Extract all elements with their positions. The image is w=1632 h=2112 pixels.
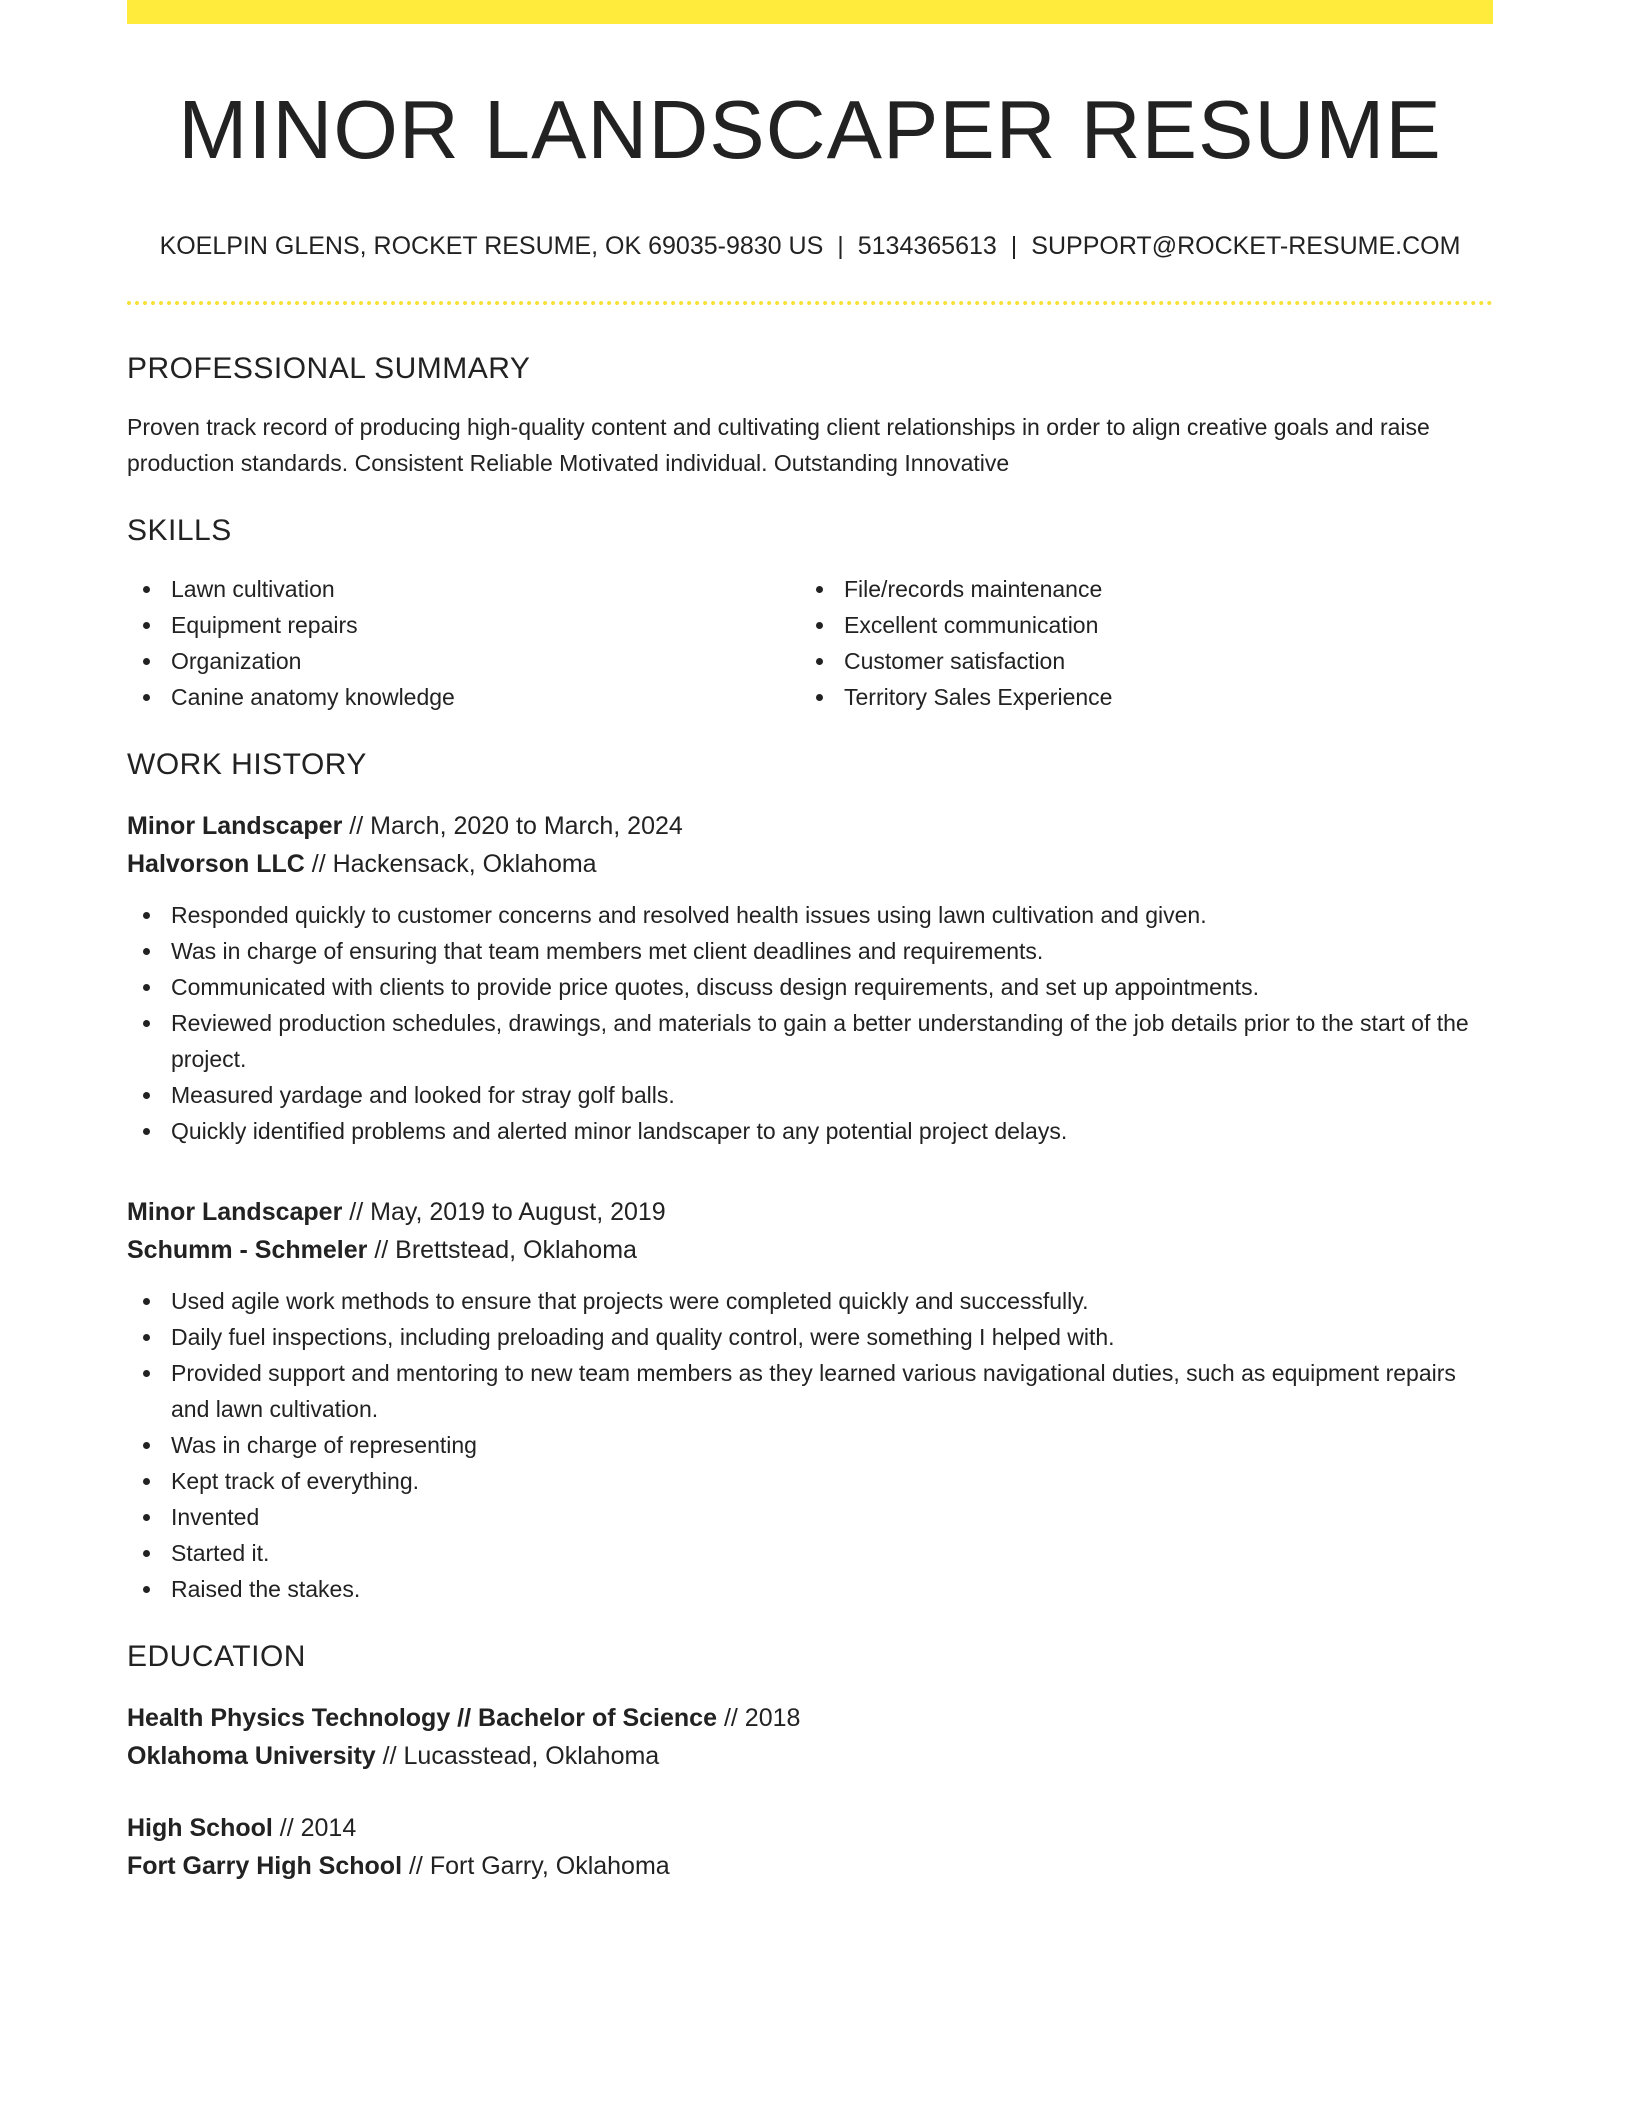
education-year: // 2018 bbox=[723, 1704, 801, 1733]
skill-item: Territory Sales Experience bbox=[800, 679, 1473, 715]
job-duty: Responded quickly to customer concerns and resolved health issues using lawn cultivation and given. bbox=[127, 897, 1493, 933]
job-location: // Hackensack, Oklahoma bbox=[311, 850, 597, 879]
contact-separator: | bbox=[1010, 232, 1018, 261]
job-duty: Provided support and mentoring to new team members as they learned various navigational duties, such as equipment repairs and lawn cultivation. bbox=[127, 1355, 1493, 1427]
education-school-line bbox=[127, 1847, 1493, 1885]
job-duty: Invented bbox=[127, 1499, 1493, 1535]
skill-item: Equipment repairs bbox=[127, 607, 800, 643]
dotted-divider bbox=[127, 301, 1493, 305]
work-history-heading: WORK HISTORY bbox=[127, 748, 367, 782]
job-duty: Measured yardage and looked for stray golf balls. bbox=[127, 1077, 1493, 1113]
job-company: Schumm - Schmeler bbox=[127, 1236, 368, 1265]
job-dates: // March, 2020 to March, 2024 bbox=[349, 812, 683, 841]
accent-bar bbox=[127, 0, 1493, 24]
job-duty: Raised the stakes. bbox=[127, 1571, 1493, 1607]
skill-item: Customer satisfaction bbox=[800, 643, 1473, 679]
skill-item: Canine anatomy knowledge bbox=[127, 679, 800, 715]
job-duty: Was in charge of representing bbox=[127, 1427, 1493, 1463]
education-entry bbox=[127, 1699, 1493, 1775]
job-duty: Communicated with clients to provide price quotes, discuss design requirements, and set up appointments. bbox=[127, 969, 1493, 1005]
job-title-line bbox=[127, 1193, 1493, 1231]
contact-phone: 5134365613 bbox=[857, 232, 997, 261]
job-entry bbox=[127, 1193, 1493, 1607]
education-entry bbox=[127, 1809, 1493, 1885]
skills-list bbox=[127, 571, 1493, 715]
job-duty: Kept track of everything. bbox=[127, 1463, 1493, 1499]
education-year: // 2014 bbox=[279, 1814, 357, 1843]
resume-page bbox=[127, 0, 1493, 1885]
job-duty: Quickly identified problems and alerted minor landscaper to any potential project delays. bbox=[127, 1113, 1493, 1149]
education-degree: High School bbox=[127, 1814, 273, 1843]
contact-separator: | bbox=[837, 232, 844, 261]
education-degree-line bbox=[127, 1809, 1493, 1847]
job-company-line bbox=[127, 1231, 1493, 1269]
skills-heading: SKILLS bbox=[127, 514, 232, 548]
education-location: // Lucasstead, Oklahoma bbox=[382, 1742, 660, 1771]
job-company: Halvorson LLC bbox=[127, 850, 305, 879]
skill-item: Lawn cultivation bbox=[127, 571, 800, 607]
job-duty: Was in charge of ensuring that team members met client deadlines and requirements. bbox=[127, 933, 1493, 969]
job-title-line bbox=[127, 807, 1493, 845]
education-location: // Fort Garry, Oklahoma bbox=[408, 1852, 670, 1881]
skill-item: Organization bbox=[127, 643, 800, 679]
job-duty: Daily fuel inspections, including preloading and quality control, were something I helped with. bbox=[127, 1319, 1493, 1355]
education-degree: Health Physics Technology // Bachelor of Science bbox=[127, 1704, 717, 1733]
job-duties-list bbox=[127, 1283, 1493, 1607]
job-duty: Started it. bbox=[127, 1535, 1493, 1571]
skill-item: Excellent communication bbox=[800, 607, 1473, 643]
job-company-line bbox=[127, 845, 1493, 883]
job-entry bbox=[127, 807, 1493, 1149]
job-duty: Reviewed production schedules, drawings, and materials to gain a better understanding of the job details prior to the start of the project. bbox=[127, 1005, 1493, 1077]
skills-column-left bbox=[127, 571, 800, 715]
education-school: Oklahoma University bbox=[127, 1742, 376, 1771]
resume-title: MINOR LANDSCAPER RESUME bbox=[178, 83, 1442, 176]
job-title: Minor Landscaper bbox=[127, 812, 343, 841]
summary-heading: PROFESSIONAL SUMMARY bbox=[127, 352, 531, 386]
education-heading: EDUCATION bbox=[127, 1640, 306, 1674]
education-degree-line bbox=[127, 1699, 1493, 1737]
job-dates: // May, 2019 to August, 2019 bbox=[349, 1198, 666, 1227]
skills-column-right bbox=[800, 571, 1473, 715]
contact-address: KOELPIN GLENS, ROCKET RESUME, OK 69035-9830 US bbox=[159, 232, 824, 261]
contact-email: SUPPORT@ROCKET-RESUME.COM bbox=[1031, 232, 1461, 261]
job-location: // Brettstead, Oklahoma bbox=[374, 1236, 637, 1265]
summary-text: Proven track record of producing high-quality content and cultivating client relationships in order to align creative goals and raise production standards. Consistent Reliable Motivated individual. Outstanding Innovative bbox=[127, 414, 1430, 477]
education-school: Fort Garry High School bbox=[127, 1852, 403, 1881]
job-duty: Used agile work methods to ensure that projects were completed quickly and successfully. bbox=[127, 1283, 1493, 1319]
skill-item: File/records maintenance bbox=[800, 571, 1473, 607]
job-duties-list bbox=[127, 897, 1493, 1149]
job-title: Minor Landscaper bbox=[127, 1198, 343, 1227]
contact-line bbox=[127, 231, 1493, 261]
education-school-line bbox=[127, 1737, 1493, 1775]
